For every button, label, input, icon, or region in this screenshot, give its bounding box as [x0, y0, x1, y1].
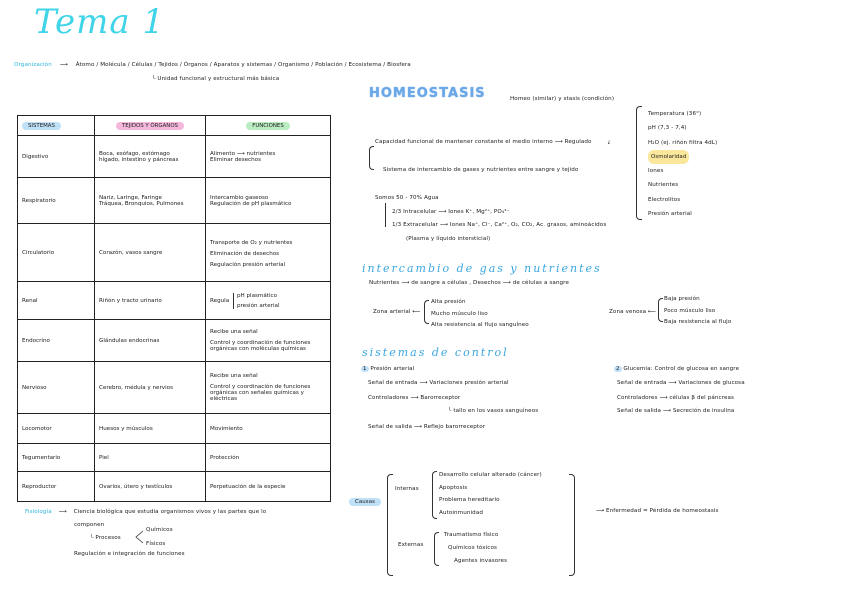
control-2-entrada: Señal de entrada ⟶ Variaciones de glucosa: [617, 380, 745, 386]
fisiologia-fisicos: Físicos: [146, 541, 166, 547]
control-1-salida: Señal de salida ⟶ Reflejo barorreceptor: [368, 424, 486, 430]
table-header-cell: [95, 116, 206, 136]
table-cell-tejidos: Ovarios, útero y testículos: [95, 472, 206, 502]
table-row: [18, 414, 331, 444]
sistemas-control-title: sistemas de control: [362, 346, 509, 359]
sistemas-table: [17, 115, 331, 502]
causas-result: ⟶ Enfermedad = Pérdida de homeostasis: [596, 508, 719, 514]
control-1-entrada: Señal de entrada ⟶ Variaciones presión arterial: [368, 380, 509, 386]
zona-arterial-list: Alta presión Mucho músculo liso Alta resistencia al flujo sanguíneo: [431, 299, 529, 328]
table-row: [18, 320, 331, 362]
table-cell-tejidos: Corazón, vasos sangre: [95, 224, 206, 282]
table-cell-funciones: Movimiento: [206, 414, 331, 444]
table-row: [18, 178, 331, 224]
table-row: [18, 136, 331, 178]
table-cell-tejidos: Riñón y tracto urinario: [95, 282, 206, 320]
control-2-salida: Señal de salida ⟶ Secreción de insulina: [617, 408, 735, 414]
table-cell-tejidos: Boca, esófago, estómago hígado, intestino y páncreas: [95, 136, 206, 178]
control-1-tallo: └ tallo en los vasos sanguíneos: [448, 408, 539, 414]
homeostasis-sistema: Sistema de intercambio de gases y nutrientes entre sangre y tejido: [383, 167, 579, 173]
table-cell-sistema: Tegumentario: [18, 444, 95, 472]
homeostasis-extra: 1/3 Extracelular ⟶ Iones Na⁺, Cl⁻, Ca²⁺, O₂, CO₂, Ac. grasos, aminoácidos: [392, 222, 607, 228]
fisiologia-procesos: └ Procesos: [90, 535, 121, 541]
homeostasis-vars: Temperatura (36°) pH (7,3 - 7,4) H₂O (ej. riñón filtra 4dL) Osmolaridad Iones Nutrientes Electrolitos Presión arterial: [648, 111, 718, 218]
table-cell-tejidos: Glándulas endocrinas: [95, 320, 206, 362]
table-cell-funciones: Transporte de O₂ y nutrientes Eliminación de desechos Regulación presión arterial: [206, 224, 331, 282]
table-cell-tejidos: Piel: [95, 444, 206, 472]
table-cell-sistema: Reproductor: [18, 472, 95, 502]
table-cell-funciones: Intercambio gaseoso Regulación de pH plasmático: [206, 178, 331, 224]
brace: [569, 474, 575, 576]
fisiologia-def: Ciencia biológica que estudia organismos vivos y las partes que lo: [73, 509, 267, 515]
table-cell-sistema: Respiratorio: [18, 178, 95, 224]
causas-externas-label: Externas: [398, 542, 424, 548]
table-cell-funciones: Recibe una señal Control y coordinación de funciones orgánicas con moléculas químicas: [206, 320, 331, 362]
homeostasis-cap: Capacidad funcional de mantener constante el medio interno ⟶ Regulado ¿: [375, 139, 611, 145]
control-2-title: 2 Glucemia: Control de glucosa en sangre: [616, 366, 740, 372]
brace: [432, 471, 437, 519]
table-row: [18, 224, 331, 282]
zona-arterial-label: Zona arterial ⟵: [373, 309, 421, 315]
fisiologia-label: Fisiología: [25, 509, 52, 515]
table-cell-sistema: Endocrino: [18, 320, 95, 362]
control-2-control: Controladores ⟶ células β del páncreas: [617, 395, 735, 401]
intercambio-line1: Nutrientes ⟶ de sangre a células , Desechos ⟶ de células a sangre: [369, 280, 570, 286]
table-header-cell: [18, 116, 95, 136]
fisiologia-regulacion: Regulación e integración de funciones: [74, 551, 185, 557]
homeostasis-intra: 2/3 Intracelular ⟶ Iones K⁺, Mg²⁺, PO₄³⁻: [392, 209, 510, 215]
homeostasis-plasma: (Plasma y líquido intersticial): [406, 236, 491, 242]
causas-internas-list: Desarrollo celular alterado (cáncer) Apoptosis Problema hereditario Autoinmunidad: [439, 472, 542, 516]
table-cell-sistema: Circulatorio: [18, 224, 95, 282]
causas-externas-list: Traumatismo físico Químicos tóxicos Agentes invasores: [444, 532, 508, 564]
table-cell-sistema: Renal: [18, 282, 95, 320]
zona-venosa-list: Baja presión Poco músculo liso Baja resistencia al flujo: [664, 296, 732, 325]
brace: [434, 532, 439, 566]
causas-label: Causas: [349, 498, 381, 506]
table-cell-tejidos: Huesos y músculos: [95, 414, 206, 444]
table-cell-funciones: Alimento ⟶ nutrientes Eliminar desechos: [206, 136, 331, 178]
table-cell-funciones: Regula pH plasmático presión arterial: [206, 282, 331, 320]
table-cell-sistema: Digestivo: [18, 136, 95, 178]
homeostasis-etym: Homeo (similar) y stasis (condición): [510, 96, 615, 102]
brace: [369, 146, 374, 170]
fisiologia-componen: componen: [74, 522, 105, 528]
organizacion-line: [14, 62, 411, 68]
table-row: [18, 472, 331, 502]
table-row: [18, 362, 331, 414]
table-header-row: [18, 116, 331, 136]
brace: [387, 474, 393, 576]
control-1-title: 1 Presión arterial: [363, 366, 415, 372]
table-cell-sistema: Nervioso: [18, 362, 95, 414]
control-1-control: Controladores ⟶ Barorreceptor: [368, 395, 461, 401]
homeostasis-title: HOMEOSTASIS: [369, 86, 486, 101]
table-cell-sistema: Locomotor: [18, 414, 95, 444]
organizacion-sub: └ Unidad funcional y estructural más básica: [152, 76, 280, 82]
table-cell-tejidos: Nariz, Laringe, Faringe Tráquea, Bronquios, Pulmones: [95, 178, 206, 224]
table-row: [18, 444, 331, 472]
table-cell-funciones: Recibe una señal Control y coordinación de funciones orgánicas con señales químicas y eléctricas: [206, 362, 331, 414]
homeostasis-somos: Somos 50 - 70% Agua: [375, 195, 439, 201]
brace: [424, 300, 429, 324]
intercambio-title: intercambio de gas y nutrientes: [362, 262, 602, 275]
table-row: [18, 282, 331, 320]
header-pill: TEJIDOS Y ÓRGANOS: [116, 122, 184, 130]
arrow-icon: ⟶: [59, 62, 68, 68]
header-pill: SISTEMAS: [22, 122, 61, 130]
causas-internas-label: Internas: [395, 486, 419, 492]
header-pill: FUNCIONES: [246, 122, 290, 130]
fisiologia-line: Fisiología ⟶ Ciencia biológica que estudia organismos vivos y las partes que lo: [25, 509, 267, 515]
fisiologia-quimicos: Químicos: [146, 527, 173, 533]
brace: [658, 298, 663, 322]
table-cell-tejidos: Cerebro, médula y nervios: [95, 362, 206, 414]
page-title: Tema 1: [34, 2, 166, 42]
branch-icon: [134, 530, 144, 544]
zona-venosa-label: Zona venosa ⟵: [609, 309, 657, 315]
table-header-cell: [206, 116, 331, 136]
brace: [636, 106, 642, 220]
table-cell-funciones: Perpetuación de la especie: [206, 472, 331, 502]
organizacion-text: Átomo / Molécula / Células / Tejidos / Órganos / Aparatos y sistemas / Organismo / Población / Ecosistema / Biosfera: [75, 62, 411, 68]
table-cell-funciones: Protección: [206, 444, 331, 472]
organizacion-label: Organización: [14, 62, 52, 68]
